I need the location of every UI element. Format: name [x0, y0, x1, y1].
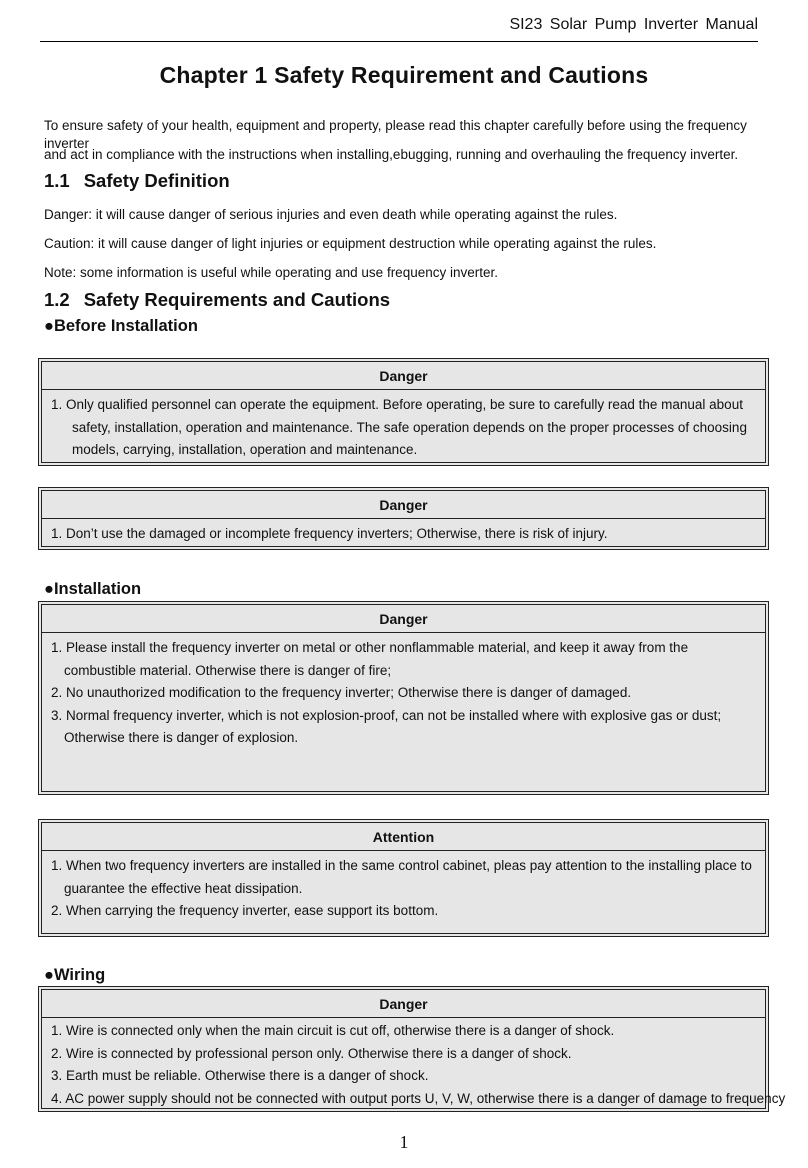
- section-title: Safety Definition: [83, 170, 230, 191]
- chapter-title: Chapter 1 Safety Requirement and Cautions: [159, 62, 649, 88]
- box-title: Attention: [42, 823, 765, 851]
- list-item: 1. Only qualified personnel can operate the equipment. Before operating, be sure to carefully read the manual about safety, installation, operation and maintenance. The safe operation depends on the proper processes of choosing models, carrying, installation, operation and maintenance.: [51, 397, 747, 457]
- list-item: 1. Don’t use the damaged or incomplete frequency inverters; Otherwise, there is risk of injury.: [51, 526, 608, 541]
- list-item: 4. AC power supply should not be connected with output ports U, V, W, otherwise there is a danger of damage to frequency: [51, 1090, 786, 1106]
- list-item: 2. When carrying the frequency inverter, ease support its bottom.: [51, 903, 439, 918]
- danger-box-before-installation-1: [38, 358, 769, 466]
- list-item: 1. When two frequency inverters are installed in the same control cabinet, pleas pay attention to the installing place to guarantee the effective heat dissipation.: [51, 858, 752, 896]
- box-body: [42, 633, 765, 754]
- box-body: [42, 851, 765, 927]
- section-number: 1.1: [44, 170, 70, 191]
- list-item: 3. Normal frequency inverter, which is not explosion-proof, can not be installed where with explosive gas or dust; Otherwise there is danger of explosion.: [51, 707, 722, 745]
- box-title: Danger: [42, 491, 765, 519]
- box-body: [42, 519, 765, 550]
- box-body: [42, 1018, 786, 1114]
- subsection-installation: ●Installation: [44, 580, 142, 598]
- danger-definition: Danger: it will cause danger of serious injuries and even death while operating against the rules.: [44, 207, 618, 222]
- list-item: 2. Wire is connected by professional person only. Otherwise there is a danger of shock.: [51, 1045, 572, 1061]
- list-item: 1. Please install the frequency inverter on metal or other nonflammable material, and keep it away from the combustible material. Otherwise there is danger of fire;: [51, 640, 689, 678]
- danger-box-wiring: [38, 986, 786, 1112]
- box-title: Danger: [42, 362, 765, 390]
- section-title: Safety Requirements and Cautions: [83, 289, 391, 310]
- section-heading-1-1: [44, 170, 230, 192]
- attention-box-installation: [38, 819, 769, 937]
- page-number: 1: [399, 1132, 409, 1152]
- box-title: Danger: [42, 605, 765, 633]
- section-heading-1-2: [44, 289, 390, 311]
- danger-box-installation: [38, 601, 769, 795]
- list-item: 2. No unauthorized modification to the frequency inverter; Otherwise there is danger of damaged.: [51, 685, 632, 700]
- list-item: 3. Earth must be reliable. Otherwise there is a danger of shock.: [51, 1068, 429, 1083]
- subsection-wiring: ●Wiring: [44, 966, 106, 984]
- note-definition: Note: some information is useful while operating and use frequency inverter.: [44, 265, 498, 280]
- caution-definition: Caution: it will cause danger of light injuries or equipment destruction while operating against the rules.: [44, 236, 657, 251]
- running-header: [40, 16, 758, 42]
- box-title: Danger: [42, 990, 765, 1018]
- list-item: 1. Wire is connected only when the main circuit is cut off, otherwise there is a danger of shock.: [51, 1023, 615, 1038]
- danger-box-before-installation-2: [38, 487, 769, 550]
- intro-line-2: and act in compliance with the instructions when installing,ebugging, running and overhauling the frequency inverter.: [44, 147, 739, 162]
- section-number: 1.2: [44, 289, 70, 310]
- manual-title: SI23 Solar Pump Inverter Manual: [509, 16, 758, 33]
- intro-line-1: To ensure safety of your health, equipment and property, please read this chapter carefully before using the frequency inverter: [44, 118, 747, 151]
- box-body: [42, 390, 765, 466]
- subsection-before-installation: ●Before Installation: [44, 317, 198, 335]
